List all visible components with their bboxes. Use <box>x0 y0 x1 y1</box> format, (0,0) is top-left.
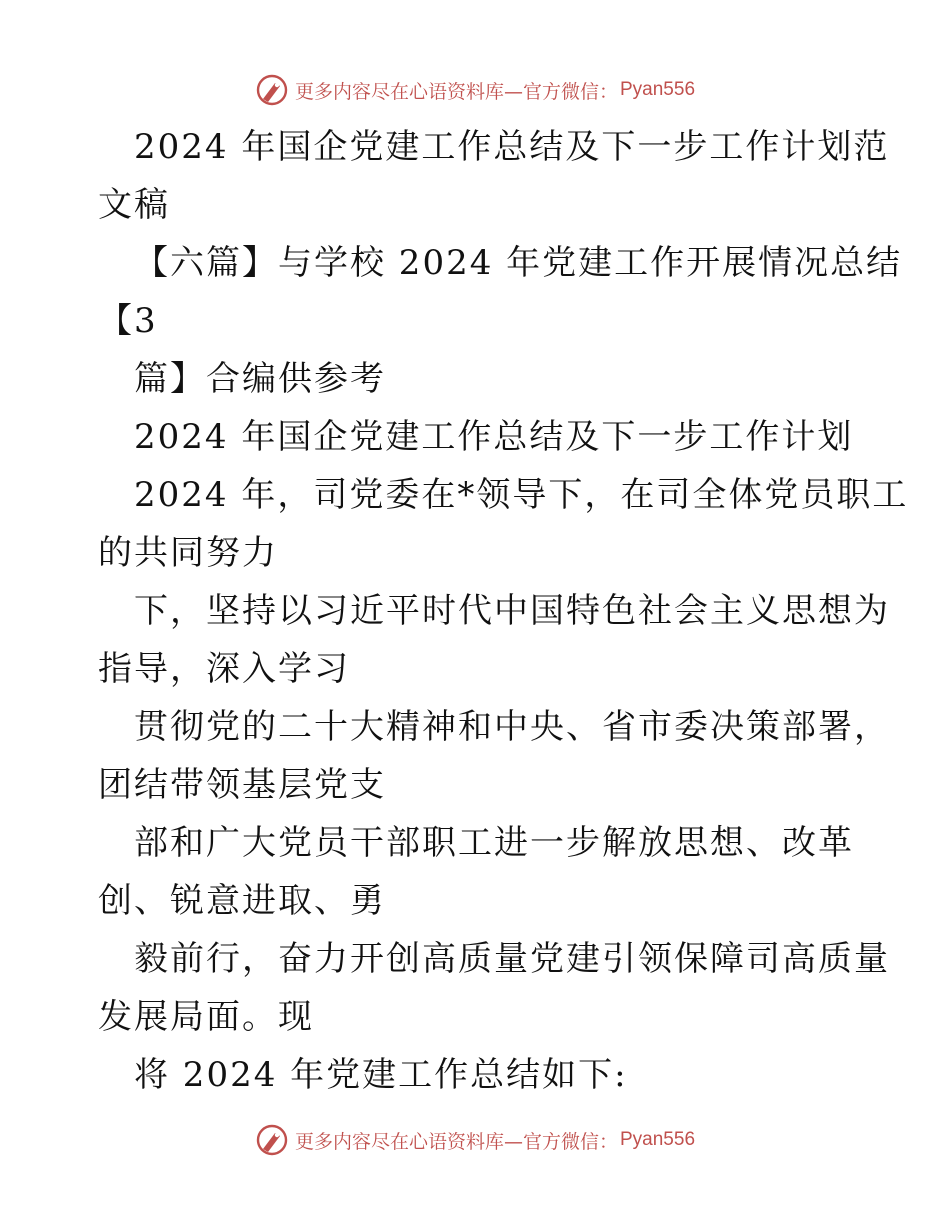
subtitle-line-1: 【六篇】与学校 2024 年党建工作开展情况总结 <box>134 243 903 283</box>
body-line: 团结带领基层党支 <box>98 765 386 805</box>
title-line-2: 文稿 <box>98 185 170 225</box>
body-line: 的共同努力 <box>98 533 278 573</box>
body-line: 创、锐意进取、勇 <box>98 881 386 921</box>
header-watermark-banner <box>0 70 950 110</box>
section-heading: 2024 年国企党建工作总结及下一步工作计划 <box>134 417 854 457</box>
banner-wechat-handle: Pyan556 <box>620 1129 696 1150</box>
footer-watermark-banner <box>0 1120 950 1160</box>
pen-nib-logo-icon <box>255 1123 289 1157</box>
banner-text: 更多内容尽在心语资料库—官方微信： <box>294 80 618 103</box>
pen-nib-logo-icon <box>255 73 289 107</box>
title-line-1: 2024 年国企党建工作总结及下一步工作计划范 <box>134 127 890 167</box>
body-line: 下，坚持以习近平时代中国特色社会主义思想为 <box>134 591 890 631</box>
body-line: 毅前行，奋力开创高质量党建引领保障司高质量 <box>134 939 890 979</box>
banner-text: 更多内容尽在心语资料库—官方微信： <box>294 1130 618 1153</box>
body-line: 将 2024 年党建工作总结如下: <box>134 1055 628 1095</box>
body-line: 贯彻党的二十大精神和中央、省市委决策部署， <box>134 707 890 747</box>
banner-wechat-handle: Pyan556 <box>620 79 696 100</box>
body-line: 部和广大党员干部职工进一步解放思想、改革 <box>134 823 854 863</box>
body-line: 指导，深入学习 <box>98 649 350 689</box>
body-line: 发展局面。现 <box>98 997 314 1037</box>
subtitle-line-3: 篇】合编供参考 <box>134 359 386 399</box>
document-body <box>98 118 909 1104</box>
subtitle-line-2: 【3 <box>98 301 158 341</box>
body-line: 2024 年，司党委在*领导下，在司全体党员职工 <box>134 475 909 515</box>
